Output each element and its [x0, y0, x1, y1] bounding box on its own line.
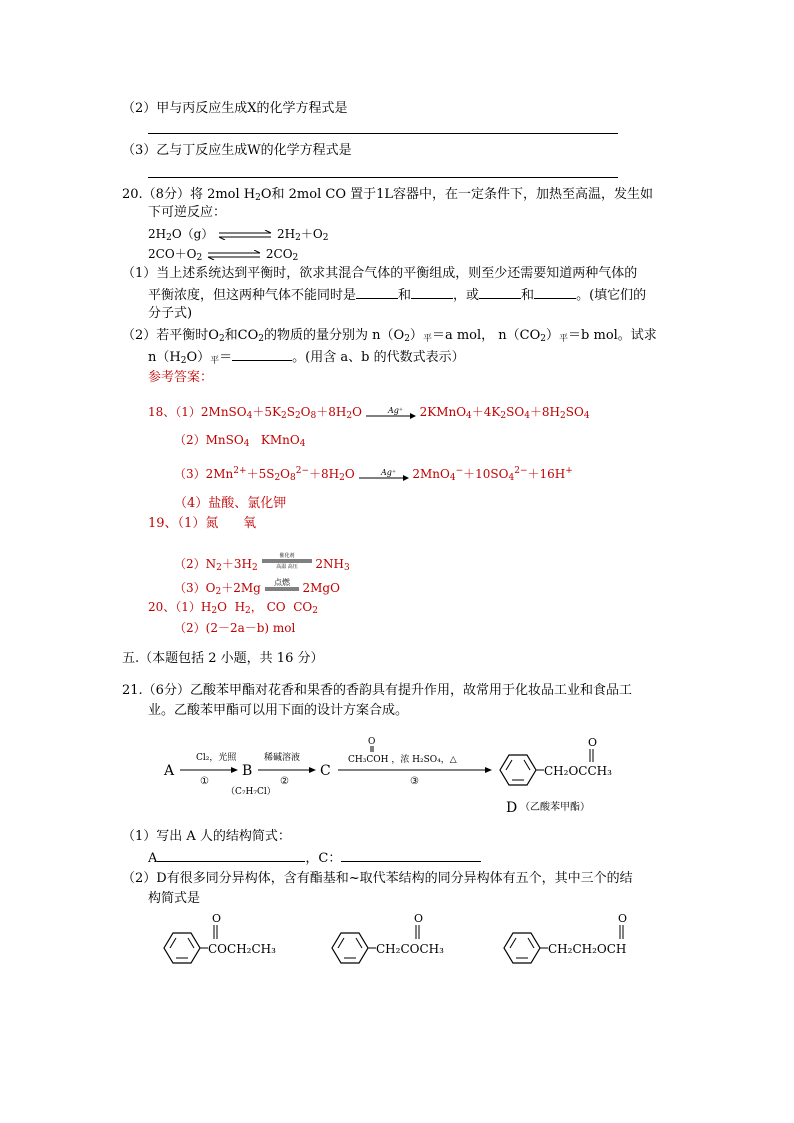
scheme-step3-number: ③ [410, 776, 419, 787]
scheme-step1-number: ① [200, 776, 209, 787]
answer-19-3: $(3)O_2+2Mg$ 点燃 2MgO [174, 578, 340, 597]
answer-19-2: $(2)N_2+3H_2$ 催化剂 高温 高压 $2NH_3$ [174, 553, 350, 573]
blank-1 [356, 286, 398, 299]
benzene-ring-icon [164, 933, 200, 963]
svg-text:Ag⁺: Ag⁺ [387, 405, 403, 415]
q19-part2: （2）甲与丙反应生成X的化学方程式是 [122, 101, 348, 116]
blank-4 [534, 286, 576, 299]
blank-C [341, 849, 481, 862]
q21-intro-line1: 21.（6分）乙酸苯甲酯对花香和果香的香韵具有提升作用，故常用于化妆品工业和食品工 [122, 683, 632, 698]
isomer-1-group: COCH₂CH₃ [208, 942, 276, 956]
isomer-1 [164, 912, 276, 963]
section-5-title: 五.（本题包括 2 小题，共 16 分） [122, 651, 324, 666]
svg-text:催化剂: 催化剂 [279, 553, 295, 559]
isomer-3 [504, 912, 627, 963]
svg-text:高温 高压: 高温 高压 [275, 564, 298, 570]
answers-header: 参考答案： [148, 370, 214, 385]
q19-part3: （3）乙与丁反应生成W的化学方程式是 [122, 143, 352, 158]
svg-text:Ag⁺: Ag⁺ [380, 467, 396, 477]
scheme-step3-carbonyl-o: O [368, 737, 376, 747]
scheme-B: B [242, 763, 253, 779]
benzene-ring-icon [504, 933, 540, 963]
answer-18-2: （2）MnSO$_4$ KMnO$_4$ [174, 433, 306, 449]
catalyst-arrow-icon [366, 406, 416, 420]
q21-intro-line2: 业。乙酸苯甲酯可以用下面的设计方案合成。 [148, 703, 409, 718]
q20-part1-line2: 平衡浓度，但这两种气体不能同时是 和 ，或 和 。(填它们的 [148, 288, 647, 303]
benzene-ring-icon [500, 755, 536, 785]
q19-part3-answer-line [148, 177, 618, 178]
q20-equation-1: $2H_2O(g)$ $2H_2+O_2$ [148, 227, 329, 243]
isomer-3-group: CH₂CH₂OCH [548, 942, 627, 956]
scheme-C: C [320, 763, 331, 779]
q21-part2-line2: 构简式是 [148, 891, 201, 906]
synthesis-scheme-svg [158, 730, 658, 820]
scheme-D-name: （乙酸苯甲酯） [520, 802, 590, 813]
catalyst-arrow-icon [359, 468, 409, 482]
isomer-structures-svg [158, 908, 648, 974]
scheme-D-group: CH₂OCCH₃ [544, 764, 612, 778]
isomer-1-carbonyl-o: O [212, 912, 222, 925]
condition-equals-icon [265, 578, 299, 594]
blank-5 [232, 348, 292, 361]
isomer-2-carbonyl-o: O [414, 912, 424, 925]
scheme-A: A [164, 763, 175, 779]
answer-19-1: 19、（1）氮 氧 [148, 516, 257, 531]
blank-A [157, 849, 305, 862]
scheme-step2-number: ② [280, 776, 289, 787]
isomer-structures [158, 908, 648, 974]
q20-part2-line2: $n(H_2O)_平=$ 。(用含 a、b 的代数式表示） [148, 350, 465, 366]
q21-part1-answers: A ，C： [148, 849, 481, 867]
scheme-D-label: D [506, 800, 518, 816]
condition-equals-icon [262, 552, 312, 570]
synthesis-scheme [158, 730, 658, 820]
blank-3 [479, 286, 521, 299]
q21-part1: （1）写出 A 人的结构简式： [122, 829, 291, 844]
scheme-step3-reagent: CH₃COH ，浓 H₂SO₄，△ [348, 755, 457, 765]
q21-part2-line1: （2）D有很多同分异构体，含有酯基和~取代苯结构的同分异构体有五个，其中三个的结 [122, 871, 633, 886]
q20-part1-line1: （1）当上述系统达到平衡时，欲求其混合气体的平衡组成，则至少还需要知道两种气体的 [122, 266, 638, 281]
q20-intro-line2: 下可逆反应： [148, 205, 227, 220]
scheme-D-carbonyl-o: O [588, 736, 598, 749]
benzene-ring-icon [332, 933, 368, 963]
scheme-step1-reagent: Cl₂，光照 [196, 753, 237, 763]
answer-20-2: （2）(2－2a－b) mol [174, 621, 296, 635]
answer-18-1: 18、$(1)2MnSO_4+5K_2S_2O_8+8H_2O$ Ag⁺ $2KMnO_4+4K_2SO_4+8H_2SO_4$ [148, 405, 590, 421]
answer-18-3: $(3)2Mn^{2+}+5S_2O_8^{2-}+8H_2O$ Ag⁺ $2MnO_4^-+10SO_4^{2-}+16H^+$ [174, 466, 573, 483]
reversible-arrow-icon [206, 250, 262, 260]
answer-18-4: （4）盐酸、氯化钾 [174, 496, 287, 511]
q20-intro-line1: 20.（8分）将 2mol $H_2O$和 2mol CO 置于1L容器中，在一定条件下，加热至高温，发生如 [122, 187, 654, 203]
scheme-B-formula: （C₇H₇Cl） [226, 787, 276, 797]
q19-part2-answer-line [148, 133, 618, 134]
blank-2 [411, 286, 453, 299]
isomer-2 [332, 912, 444, 963]
reversible-arrow-icon [217, 230, 273, 240]
isomer-3-carbonyl-o: O [618, 912, 628, 925]
answer-20-1: 20、$(1)H_2O$ $H_2$， CO $CO_2$ [148, 600, 318, 616]
scheme-step2-reagent: 稀碱溶液 [264, 753, 301, 763]
isomer-2-group: CH₂COCH₃ [376, 942, 444, 956]
q20-equation-2: $2CO+O_2$ $2CO_2$ [148, 247, 299, 263]
q20-part1-line3: 分子式) [148, 306, 193, 321]
svg-text:点燃: 点燃 [273, 578, 290, 587]
q20-part2-line1: （2）若平衡时$O_2$和$CO_2$的物质的量分别为 $n(O_2)_平=a$ mol， $n(CO_2)_平=b$ mol。试求 [122, 328, 657, 344]
